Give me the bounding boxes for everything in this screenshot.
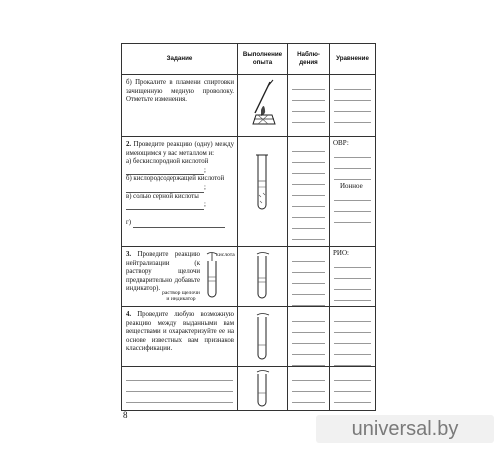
table-row — [122, 75, 376, 137]
equation-cell — [330, 307, 376, 367]
task-cell — [122, 75, 238, 137]
task-cell — [122, 247, 238, 307]
task-item: б) кислородсодержащей кислотой — [126, 175, 225, 183]
equation-cell — [330, 75, 376, 137]
equation-cell — [330, 247, 376, 307]
header-equation: Уравнение — [330, 44, 376, 75]
header-task: Задание — [122, 44, 238, 75]
header-experiment: Выполнение опыта — [238, 44, 288, 75]
task-cell — [122, 307, 238, 367]
test-tube-icon — [252, 250, 274, 302]
task-text: Проведите реакцию (одну) между имеющимся у вас металлом и: — [126, 141, 234, 157]
task-text: б) Прокалите в пламени спиртовки зачищенную медную проволоку. Отметьте изменения. — [126, 79, 234, 104]
experiment-cell — [238, 75, 288, 137]
watermark: universal.by — [316, 415, 494, 443]
table-row — [122, 307, 376, 367]
answer-blank[interactable] — [126, 208, 204, 210]
experiment-cell — [238, 307, 288, 367]
task-cell: 2. Проведите реакцию (одну) между имеющимся у вас металлом и: а) бескислородной кислотой ; б) кислородсодержащей кислотой ; в) солью серной кислоты ; г) — [122, 137, 238, 247]
ionic-label: Ионное — [340, 182, 363, 190]
observations-cell — [288, 137, 330, 247]
table-row — [122, 137, 376, 247]
experiment-cell — [238, 247, 288, 307]
burner-wire-icon — [238, 75, 288, 131]
observations-cell — [288, 75, 330, 137]
task-cell — [122, 367, 238, 411]
lab-table — [121, 43, 376, 411]
observations-cell — [288, 367, 330, 411]
task-text: Проведите реакцию нейтрализации (к раствору щелочи предварительно добавьте индикатор). — [126, 251, 200, 293]
test-tube-icon — [252, 311, 274, 363]
test-tube-icon — [252, 151, 274, 213]
indicator-label: и индикатор — [166, 296, 196, 302]
redox-label: ОВР: — [333, 139, 349, 147]
exchange-label: РИО: — [333, 249, 349, 257]
task-item: а) бескислородной кислотой — [126, 158, 209, 166]
task-item: в) солью серной кислоты — [126, 192, 199, 200]
observations-cell — [288, 307, 330, 367]
experiment-cell — [238, 137, 288, 247]
task-number: 2. — [126, 141, 132, 148]
task-text: Проведите любую возможную реакцию между выданными вам веществами и охарактеризуйте ее на основе известных вам признаков классификации. — [126, 311, 234, 353]
page-number: 8 — [123, 410, 128, 420]
observations-cell — [288, 247, 330, 307]
experiment-cell — [238, 367, 288, 411]
answer-blank[interactable] — [133, 226, 225, 228]
header-observations: Наблю-дения — [288, 44, 330, 75]
equation-cell — [330, 137, 376, 247]
header-row — [122, 44, 376, 75]
base-label: раствор щелочи — [162, 290, 200, 296]
test-tube-icon — [252, 369, 274, 409]
table-row — [122, 247, 376, 307]
acid-label: кислота — [216, 252, 235, 258]
task-number: 4. — [126, 311, 132, 318]
table-row — [122, 367, 376, 411]
task-number: 3. — [126, 251, 132, 258]
task-item: г) — [126, 219, 132, 227]
equation-cell — [330, 367, 376, 411]
